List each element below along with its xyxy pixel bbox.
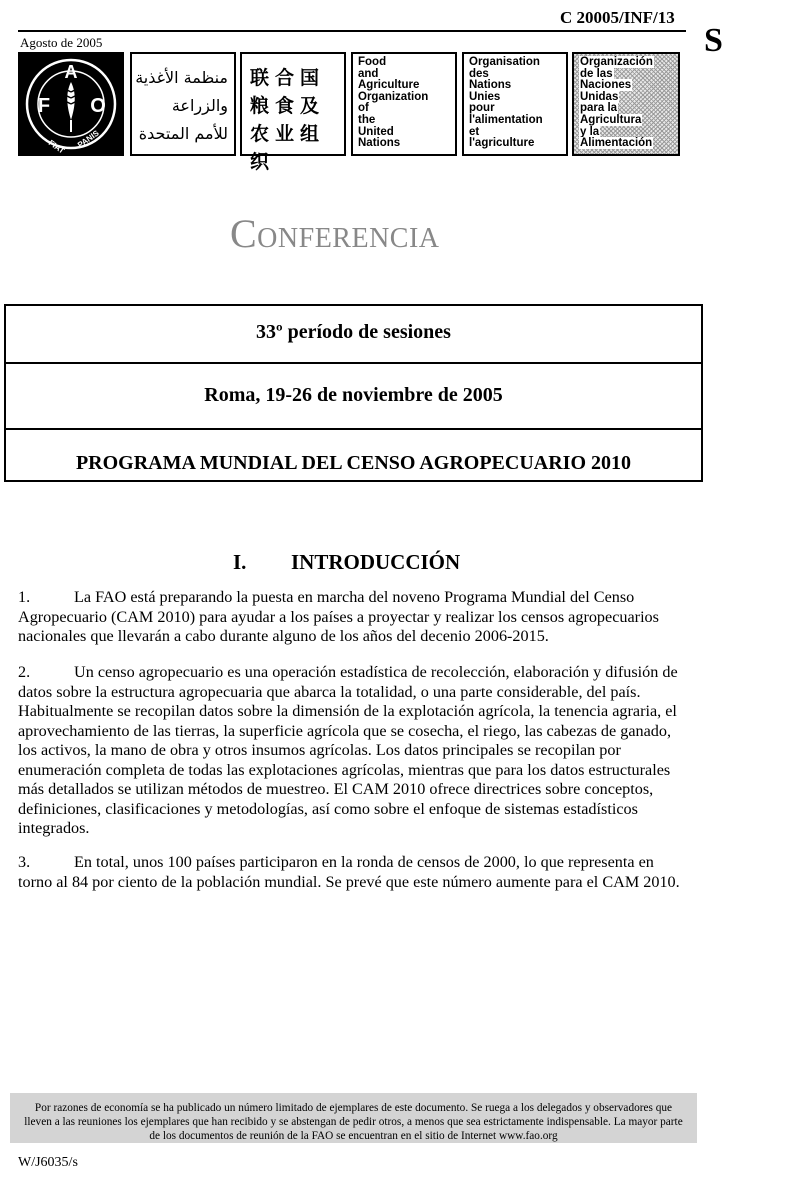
paragraph-number: 2.	[18, 663, 31, 681]
session-info-box	[4, 304, 703, 482]
arabic-name: منظمة الأغذية والزراعة للأمم المتحدة	[135, 68, 228, 143]
arabic-name-box	[130, 52, 236, 156]
conference-title: Conferencia	[230, 211, 440, 256]
french-name: Organisation des Nations Unies pour l'alimentation et l'agriculture	[469, 56, 543, 150]
document-date: Agosto de 2005	[20, 35, 103, 50]
fao-letter-o: O	[90, 95, 106, 117]
program-title: PROGRAMA MUNDIAL DEL CENSO AGROPECUARIO 2010	[75, 452, 632, 474]
paragraph-text: Un censo agropecuario es una operación estadística de recolección, elaboración y difusión de datos sobre la estructura agropecuaria que abarca la totalidad, o una parte considerable, del país. Habitualmente se recopilan datos sobre la dimensión de la explotación agrícola, la tenencia agraria, el aprovechamiento de las tierras, la superficie agrícola que se cosecha, el riego, las cabezas de ganado, los activos, la mano de obra y otros insumos agrícolas. Los datos principales se recopilan por enumeración completa de todas las explotaciones agrícolas, mientras que para los datos estructurales más detallados se utilizan métodos de muestreo. El CAM 2010 ofrece directrices sobre conceptos, definiciones, clasificaciones y metodologías, así como sobre el enfoque de sistemas estadísticos integrados.	[18, 663, 678, 837]
chinese-name: 联合国 粮食及 农业组织	[250, 67, 326, 173]
economy-notice: Por razones de economía se ha publicado un número limitado de ejemplares de este documento. Se ruega a los delegados y observadores que lleven a las reuniones los ejemplares que han recibido y se abstengan de pedir otros, a menos que sea estrictamente indispensable. La mayor parte de los documentos de reunión de la FAO se encuentran en el sitio de Internet www.fao.org	[10, 1093, 697, 1143]
spanish-name: Organización de las Naciones Unidas para la Agricultura y la Alimentación	[580, 56, 653, 150]
fao-emblem-icon	[18, 52, 124, 156]
paragraph-2	[18, 663, 690, 839]
paragraph-text: En total, unos 100 países participaron en la ronda de censos de 2000, lo que representa en torno al 84 por ciento de la población mundial. Se prevé que este número aumente para el CAM 2010.	[18, 853, 680, 891]
spanish-name-box	[572, 52, 680, 156]
section-title: INTRODUCCIÓN	[291, 550, 461, 574]
french-name-box	[462, 52, 568, 156]
session-number: 33º período de sesiones	[6, 306, 701, 364]
paragraph-text: La FAO está preparando la puesta en marcha del noveno Programa Mundial del Censo Agropecuario (CAM 2010) para ayudar a los países a proyectar y realizar los censos agropecuarios nacionales que llevarán a cabo durante alguno de los años del decenio 2006-2015.	[18, 588, 659, 645]
english-name: Food and Agriculture Organization of the United Nations	[358, 56, 429, 150]
english-name-box	[351, 52, 457, 156]
session-place-dates: Roma, 19-26 de noviembre de 2005	[6, 364, 701, 430]
paragraph-number: 3.	[18, 853, 31, 871]
section-number: I.	[233, 550, 247, 574]
paragraph-3	[18, 853, 690, 892]
document-symbol: C 20005/INF/13	[560, 8, 675, 27]
fao-motto-fiat: FIAT	[46, 138, 67, 156]
fao-letter-a: A	[64, 62, 78, 82]
paragraph-number: 1.	[18, 588, 31, 606]
document-code: W/J6035/s	[18, 1155, 78, 1170]
fao-logo	[18, 52, 124, 156]
header-rule	[18, 30, 686, 32]
fao-letter-f: F	[37, 95, 51, 117]
paragraph-1	[18, 588, 690, 647]
section-heading	[233, 550, 460, 575]
chinese-name-box	[240, 52, 346, 173]
fao-motto-panis: PANIS	[75, 128, 101, 150]
language-letter: S	[704, 22, 723, 59]
